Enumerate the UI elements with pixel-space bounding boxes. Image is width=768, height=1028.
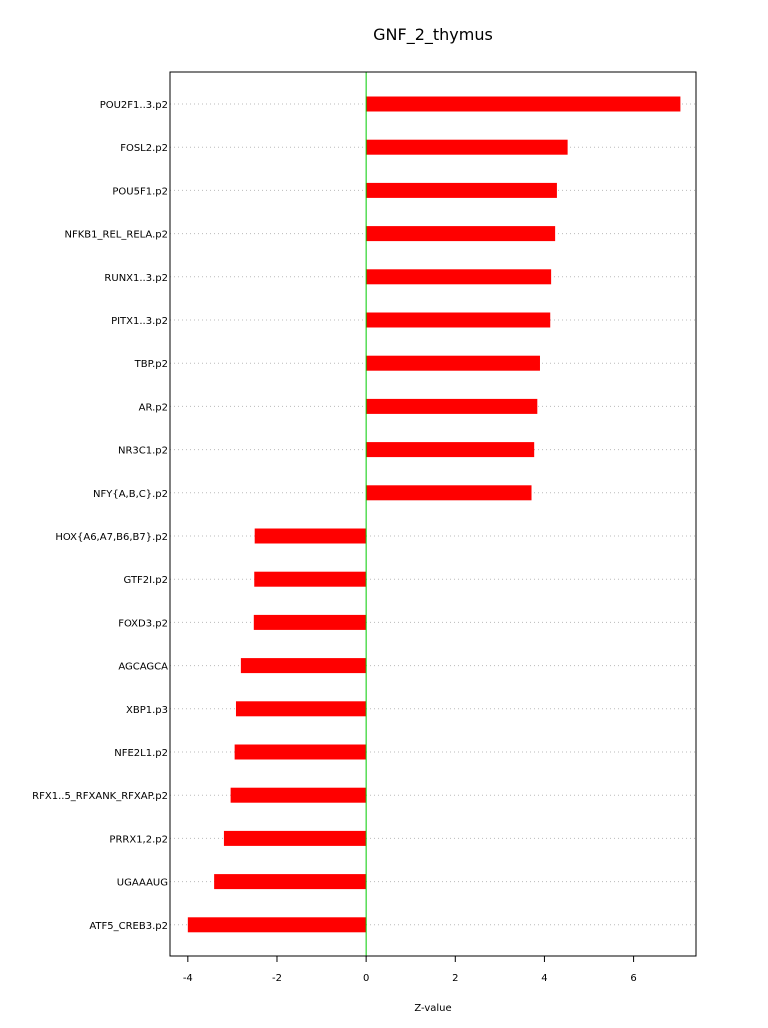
category-label: RUNX1..3.p2	[104, 272, 168, 284]
category-label: NFKB1_REL_RELA.p2	[64, 229, 168, 241]
category-labels	[32, 100, 168, 932]
bar	[214, 874, 366, 889]
x-tick-label: 2	[452, 973, 459, 984]
bar	[241, 658, 366, 673]
bar	[366, 140, 567, 155]
bar	[366, 269, 551, 284]
plot-frame	[170, 72, 696, 956]
bar	[254, 615, 366, 630]
category-label: FOXD3.p2	[118, 618, 168, 630]
category-label: POU5F1.p2	[112, 186, 168, 198]
bar	[366, 442, 534, 457]
bar	[231, 788, 367, 803]
bar	[366, 485, 531, 500]
bar	[366, 97, 680, 112]
category-label: NR3C1.p2	[117, 445, 168, 457]
category-label: HOX{A6,A7,B6,B7}.p2	[55, 532, 168, 543]
chart-title: GNF_2_thymus	[373, 25, 493, 44]
bar	[255, 529, 366, 544]
category-label: RFX1..5_RFXANK_RFXAP.p2	[32, 791, 168, 803]
category-label: POU2F1..3.p2	[99, 100, 168, 111]
x-tick-label: 6	[630, 973, 637, 984]
bar	[235, 745, 367, 760]
category-label: FOSL2.p2	[120, 143, 168, 155]
bar	[366, 226, 555, 241]
bar	[366, 399, 537, 414]
x-axis	[183, 956, 637, 984]
category-label: GTF2I.p2	[123, 575, 168, 587]
bar	[366, 313, 550, 328]
category-label: NFY{A,B,C}.p2	[93, 488, 168, 500]
bar	[188, 917, 366, 932]
x-tick-label: -2	[271, 973, 282, 984]
category-label: NFE2L1.p2	[114, 748, 168, 759]
category-label: AR.p2	[138, 402, 168, 414]
bar	[236, 701, 366, 716]
x-tick-label: 4	[541, 973, 548, 984]
category-label: XBP1.p3	[126, 704, 168, 716]
x-axis-title: Z-value	[414, 1003, 452, 1014]
bar	[254, 572, 366, 587]
bar	[224, 831, 366, 846]
category-label: AGCAGCA	[118, 661, 168, 673]
category-label: PITX1..3.p2	[111, 316, 168, 327]
category-label: ATF5_CREB3.p2	[89, 920, 168, 932]
category-label: TBP.p2	[134, 359, 168, 371]
bar	[366, 356, 540, 371]
x-tick-label: 0	[362, 973, 370, 984]
x-tick-label: -4	[182, 973, 193, 984]
bars	[188, 97, 681, 933]
bar	[366, 183, 557, 198]
category-label: UGAAAUG	[116, 877, 168, 889]
category-label: PRRX1,2.p2	[109, 834, 168, 846]
